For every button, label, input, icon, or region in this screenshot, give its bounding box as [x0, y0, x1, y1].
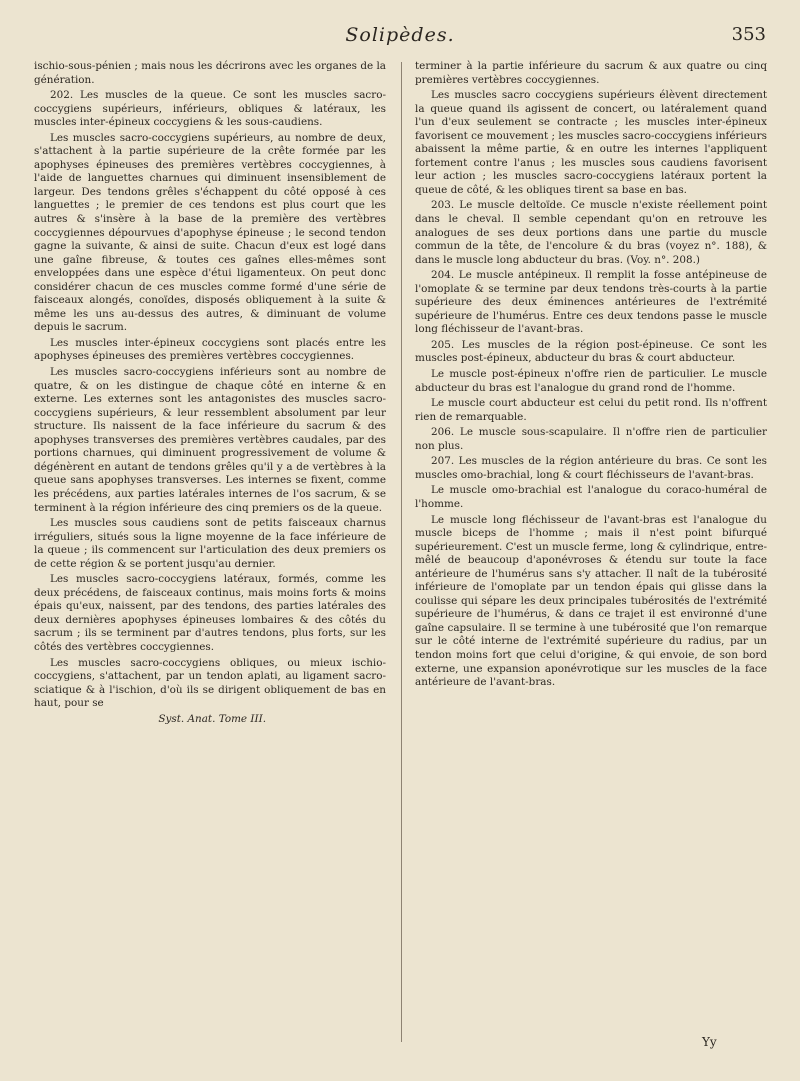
- running-title: Solipèdes.: [345, 24, 455, 46]
- paragraph: Les muscles sacro-coccygiens supérieurs, au nombre de deux, s'attachent à la partie supérieure de la crête formée par les apophyses épineuses des premières vertèbres coccygiennes, à l'aide de languettes charnues qui diminuent insensiblement de largeur. Des tendons grêles s'échappent du côté opposé à ces languettes ; le premier de ces tendons est plus court que les autres & s'insère à la base de la première des vertèbres coccygiennes dépourvues d'apophyse épineuse ; le second tendon gagne la suivante, & ainsi de suite. Chacun d'eux est logé dans une gaîne fibreuse, & toutes ces gaînes elles-mêmes sont enveloppées dans une espèce d'étui ligamenteux. On peut donc considérer chacun de ces muscles comme formé d'une série de faisceaux alongés, conoïdes, disposés obliquement à la suite & même les uns au-dessus des autres, & diminuant de volume depuis le sacrum.: [34, 131, 386, 334]
- paragraph: Le muscle omo-brachial est l'analogue du coraco-huméral de l'homme.: [415, 484, 767, 510]
- paragraph: ischio-sous-pénien ; mais nous les décrirons avec les organes de la génération.: [34, 60, 386, 86]
- paragraph: terminer à la partie inférieure du sacrum & aux quatre ou cinq premières vertèbres coccygiennes.: [415, 60, 767, 86]
- paragraph: 205. Les muscles de la région post-épineuse. Ce sont les muscles post-épineux, abducteur du bras & court abducteur.: [415, 338, 767, 365]
- paragraph: Les muscles inter-épineux coccygiens sont placés entre les apophyses épineuses des premières vertèbres coccygiennes.: [34, 336, 386, 363]
- paragraph: Les muscles sous caudiens sont de petits faisceaux charnus irréguliers, situés sous la ligne moyenne de la face inférieure de la queue ; ils commencent sur l'articulation des deux premiers os de cette région & se portent jusqu'au dernier.: [34, 517, 386, 570]
- right-column: [415, 60, 767, 692]
- paragraph: Les muscles sacro-coccygiens latéraux, formés, comme les deux précédens, de faisceaux continus, mais moins forts & moins épais qu'eux, naissent, par des tendons, des parties latérales des deux dernières apophyses épineuses lombaires & des côtés du sacrum ; ils se terminent par d'autres tendons, plus forts, sur les côtés des vertèbres coccygiennes.: [34, 573, 386, 653]
- paragraph: 206. Le muscle sous-scapulaire. Il n'offre rien de particulier non plus.: [415, 426, 767, 452]
- paragraph: Le muscle long fléchisseur de l'avant-bras est l'analogue du muscle biceps de l'homme ; mais il n'est point bifurqué supérieurement. C'est un muscle ferme, long & cylindrique, entre-mêlé de beaucoup d'aponévroses & étendu sur toute la face antérieure de l'humérus sans s'y attacher. Il naît de la tubérosité inférieure de l'omoplate par un tendon épais qui glisse dans la coulisse qui sépare les deux principales tubérosités de l'extrémité supérieure de l'humérus, & dans ce trajet il est environné d'une gaîne capsulaire. Il se termine à une tubérosité que l'on remarque sur le côté interne de l'extrémité supérieure du radius, par un tendon moins fort que celui d'origine, & qui envoie, de son bord externe, une expansion aponévrotique sur les muscles de la face antérieure de l'avant-bras.: [415, 513, 767, 689]
- signature-mark: Syst. Anat. Tome III.: [158, 712, 266, 725]
- paragraph: Les muscles sacro-coccygiens obliques, ou mieux ischio-coccygiens, s'attachent, par un tendon aplati, au ligament sacro-sciatique & à l'ischion, d'où ils se dirigent obliquement de bas en haut, pour se: [34, 656, 386, 710]
- signature-letters: Yy: [702, 1035, 717, 1049]
- paragraph: 207. Les muscles de la région antérieure du bras. Ce sont les muscles omo-brachial, long & court fléchisseurs de l'avant-bras.: [415, 455, 767, 481]
- column-divider: [401, 62, 402, 1042]
- page-number: 353: [731, 24, 766, 45]
- paragraph: Le muscle court abducteur est celui du petit rond. Ils n'offrent rien de remarquable.: [415, 397, 767, 423]
- paragraph: 202. Les muscles de la queue. Ce sont les muscles sacro-coccygiens supérieurs, inférieurs, obliques & latéraux, les muscles inter-épineux coccygiens & les sous-caudiens.: [34, 89, 386, 129]
- paragraph: 203. Le muscle deltoïde. Ce muscle n'existe réellement point dans le cheval. Il semble cependant qu'on en retrouve les analogues de ses deux portions dans une partie du muscle commun de la tête, de l'encolure & du bras (voyez n°. 188), & dans le muscle long abducteur du bras. (Voy. n°. 208.): [415, 199, 767, 266]
- paragraph: 204. Le muscle antépineux. Il remplit la fosse antépineuse de l'omoplate & se termine par deux tendons très-courts à la partie supérieure des deux éminences antérieures de l'extrémité supérieure de l'humérus. Entre ces deux tendons passe le muscle long fléchisseur de l'avant-bras.: [415, 269, 767, 336]
- paragraph: Le muscle post-épineux n'offre rien de particulier. Le muscle abducteur du bras est l'analogue du grand rond de l'homme.: [415, 368, 767, 394]
- paragraph: Les muscles sacro-coccygiens inférieurs sont au nombre de quatre, & on les distingue de chaque côté en interne & en externe. Les externes sont les antagonistes des muscles sacro-coccygiens supérieurs, & leur ressemblent absolument par leur structure. Ils naissent de la face inférieure du sacrum & des apophyses transverses des premières vertèbres caudales, par des portions charnues, qui diminuent progressivement de volume & dégénèrent en autant de tendons grêles qu'il y a de vertèbres à la queue sans apophyses transverses. Les internes se fixent, comme les précédens, aux parties latérales internes de l'os sacrum, & se terminent à la région inférieure des cinq premiers os de la queue.: [34, 366, 386, 514]
- paragraph: Les muscles sacro coccygiens supérieurs élèvent directement la queue quand ils agissent de concert, ou latéralement quand l'un d'eux seulement se contracte ; les muscles inter-épineux favorisent ce mouvement ; les muscles sacro-coccygiens inférieurs abaissent la même partie, & en outre les internes l'appliquent fortement contre l'anus ; les muscles sous caudiens favorisent leur action ; les muscles sacro-coccygiens latéraux portent la queue de côté, & les obliques tirent sa base en bas.: [415, 89, 767, 196]
- left-column: [34, 60, 386, 726]
- page-header: [0, 20, 800, 56]
